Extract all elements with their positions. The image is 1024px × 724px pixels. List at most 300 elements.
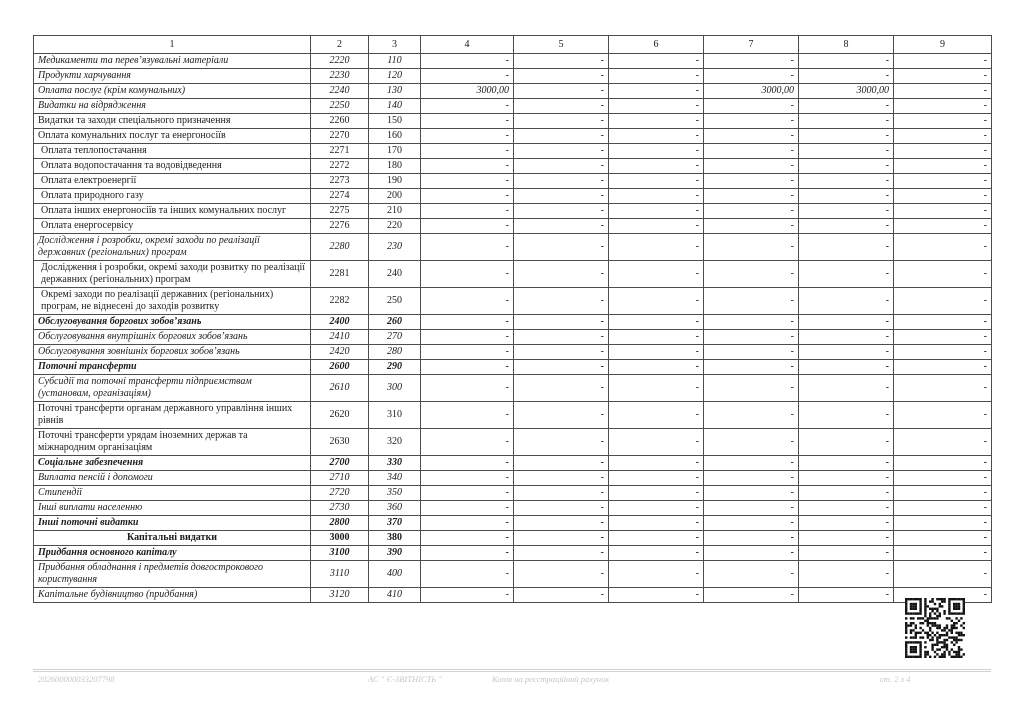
expense-category-cell: Оплата природного газу — [34, 189, 311, 204]
line-code-cell: 250 — [369, 288, 421, 315]
line-code-cell: 410 — [369, 588, 421, 603]
amount-cell: - — [421, 189, 514, 204]
amount-cell: - — [799, 531, 894, 546]
expense-category-cell: Виплата пенсій і допомоги — [34, 471, 311, 486]
line-code-cell: 230 — [369, 234, 421, 261]
amount-cell: - — [514, 561, 609, 588]
amount-cell: - — [799, 219, 894, 234]
kekv-code-cell: 2275 — [311, 204, 369, 219]
amount-cell: - — [514, 516, 609, 531]
amount-cell: - — [609, 330, 704, 345]
amount-cell: - — [799, 189, 894, 204]
amount-cell: - — [799, 588, 894, 603]
amount-cell: - — [704, 345, 799, 360]
amount-cell: - — [799, 456, 894, 471]
amount-cell: - — [514, 204, 609, 219]
kekv-code-cell: 2272 — [311, 159, 369, 174]
amount-cell: - — [894, 588, 992, 603]
amount-cell: - — [421, 546, 514, 561]
expense-category-cell: Капітальні видатки — [34, 531, 311, 546]
amount-cell: - — [704, 456, 799, 471]
table-row — [34, 219, 992, 234]
qr-code — [905, 598, 965, 658]
kekv-code-cell: 2610 — [311, 375, 369, 402]
expense-category-cell: Інші виплати населенню — [34, 501, 311, 516]
amount-cell: - — [609, 561, 704, 588]
amount-cell: - — [609, 288, 704, 315]
amount-cell: - — [704, 204, 799, 219]
footer-system-label: АС " Є-ЗВІТНІСТЬ " — [368, 674, 443, 684]
amount-cell: - — [894, 402, 992, 429]
expense-category-cell: Медикаменти та перев’язувальні матеріали — [34, 54, 311, 69]
expense-category-cell: Видатки та заходи спеціального призначення — [34, 114, 311, 129]
amount-cell: - — [704, 129, 799, 144]
amount-cell: - — [704, 588, 799, 603]
amount-cell: - — [609, 486, 704, 501]
expense-category-cell: Дослідження і розробки, окремі заходи розвитку по реалізації державних (регіональних) програм — [34, 261, 311, 288]
line-code-cell: 200 — [369, 189, 421, 204]
amount-cell: - — [514, 456, 609, 471]
amount-cell: - — [609, 219, 704, 234]
line-code-cell: 140 — [369, 99, 421, 114]
table-row — [34, 429, 992, 456]
line-code-cell: 350 — [369, 486, 421, 501]
column-header: 5 — [514, 36, 609, 54]
expense-category-cell: Оплата послуг (крім комунальних) — [34, 84, 311, 99]
amount-cell: - — [799, 144, 894, 159]
amount-cell: - — [514, 174, 609, 189]
kekv-code-cell: 2271 — [311, 144, 369, 159]
amount-cell: - — [704, 144, 799, 159]
amount-cell: - — [894, 54, 992, 69]
table-row — [34, 501, 992, 516]
expense-category-cell: Окремі заходи по реалізації державних (регіональних) програм, не віднесені до заходів розвитку — [34, 288, 311, 315]
amount-cell: - — [704, 471, 799, 486]
table-row — [34, 402, 992, 429]
amount-cell: - — [894, 99, 992, 114]
amount-cell: - — [704, 516, 799, 531]
amount-cell: - — [799, 204, 894, 219]
column-header: 3 — [369, 36, 421, 54]
expense-category-cell: Дослідження і розробки, окремі заходи по реалізації державних (регіональних) програм — [34, 234, 311, 261]
amount-cell: - — [514, 315, 609, 330]
amount-cell: - — [799, 546, 894, 561]
amount-cell: - — [421, 345, 514, 360]
kekv-code-cell: 2274 — [311, 189, 369, 204]
amount-cell: - — [704, 561, 799, 588]
amount-cell: - — [799, 345, 894, 360]
footer-page-number: ст. 2 з 4 — [880, 674, 911, 684]
amount-cell: - — [894, 429, 992, 456]
line-code-cell: 300 — [369, 375, 421, 402]
amount-cell: - — [609, 129, 704, 144]
kekv-code-cell: 3000 — [311, 531, 369, 546]
kekv-code-cell: 2420 — [311, 345, 369, 360]
amount-cell: - — [704, 501, 799, 516]
footer-divider — [33, 669, 991, 672]
line-code-cell: 220 — [369, 219, 421, 234]
amount-cell: - — [421, 159, 514, 174]
table-row — [34, 588, 992, 603]
amount-cell: - — [609, 234, 704, 261]
expense-category-cell: Оплата енергосервісу — [34, 219, 311, 234]
amount-cell: - — [421, 471, 514, 486]
expense-category-cell: Поточні трансферти органам державного управління інших рівнів — [34, 402, 311, 429]
expense-category-cell: Оплата водопостачання та водовідведення — [34, 159, 311, 174]
amount-cell: - — [894, 159, 992, 174]
amount-cell: - — [894, 561, 992, 588]
table-row — [34, 486, 992, 501]
amount-cell: 3000,00 — [799, 84, 894, 99]
kekv-code-cell: 3120 — [311, 588, 369, 603]
kekv-code-cell: 2800 — [311, 516, 369, 531]
amount-cell: - — [609, 174, 704, 189]
amount-cell: - — [421, 219, 514, 234]
amount-cell: - — [894, 234, 992, 261]
amount-cell: - — [609, 144, 704, 159]
amount-cell: - — [894, 456, 992, 471]
line-code-cell: 170 — [369, 144, 421, 159]
amount-cell: - — [894, 189, 992, 204]
line-code-cell: 240 — [369, 261, 421, 288]
amount-cell: - — [894, 174, 992, 189]
kekv-code-cell: 2240 — [311, 84, 369, 99]
amount-cell: - — [421, 429, 514, 456]
kekv-code-cell: 2220 — [311, 54, 369, 69]
amount-cell: - — [609, 54, 704, 69]
amount-cell: - — [514, 330, 609, 345]
amount-cell: - — [799, 402, 894, 429]
amount-cell: - — [609, 471, 704, 486]
amount-cell: - — [799, 69, 894, 84]
table-row — [34, 546, 992, 561]
expense-category-cell: Поточні трансферти урядам іноземних держав та міжнародним організаціям — [34, 429, 311, 456]
amount-cell: - — [894, 144, 992, 159]
amount-cell: - — [514, 189, 609, 204]
amount-cell: - — [799, 471, 894, 486]
expense-category-cell: Придбання обладнання і предметів довгострокового користування — [34, 561, 311, 588]
table-row — [34, 144, 992, 159]
amount-cell: - — [421, 531, 514, 546]
expense-category-cell: Придбання основного капіталу — [34, 546, 311, 561]
amount-cell: - — [799, 561, 894, 588]
kekv-code-cell: 2700 — [311, 456, 369, 471]
table-header-row — [34, 36, 992, 54]
amount-cell: - — [894, 315, 992, 330]
line-code-cell: 270 — [369, 330, 421, 345]
amount-cell: - — [799, 288, 894, 315]
table-row — [34, 129, 992, 144]
table-row — [34, 204, 992, 219]
amount-cell: - — [421, 375, 514, 402]
expense-category-cell: Видатки на відрядження — [34, 99, 311, 114]
column-header: 7 — [704, 36, 799, 54]
amount-cell: - — [894, 288, 992, 315]
kekv-code-cell: 2250 — [311, 99, 369, 114]
table-row — [34, 174, 992, 189]
amount-cell: - — [894, 84, 992, 99]
kekv-code-cell: 2730 — [311, 501, 369, 516]
amount-cell: - — [421, 360, 514, 375]
table-row — [34, 516, 992, 531]
amount-cell: - — [421, 330, 514, 345]
amount-cell: - — [421, 129, 514, 144]
amount-cell: - — [609, 114, 704, 129]
table-row — [34, 234, 992, 261]
amount-cell: - — [704, 531, 799, 546]
amount-cell: 3000,00 — [704, 84, 799, 99]
table-row — [34, 315, 992, 330]
amount-cell: - — [514, 219, 609, 234]
kekv-code-cell: 2270 — [311, 129, 369, 144]
amount-cell: - — [704, 54, 799, 69]
amount-cell: - — [704, 189, 799, 204]
kekv-code-cell: 2276 — [311, 219, 369, 234]
amount-cell: - — [609, 159, 704, 174]
amount-cell: - — [704, 330, 799, 345]
amount-cell: - — [609, 546, 704, 561]
amount-cell: - — [609, 99, 704, 114]
table-row — [34, 330, 992, 345]
column-header: 8 — [799, 36, 894, 54]
amount-cell: - — [514, 471, 609, 486]
amount-cell: - — [421, 486, 514, 501]
amount-cell: - — [704, 219, 799, 234]
amount-cell: - — [514, 546, 609, 561]
amount-cell: - — [514, 429, 609, 456]
amount-cell: - — [514, 345, 609, 360]
kekv-code-cell: 2620 — [311, 402, 369, 429]
amount-cell: - — [609, 261, 704, 288]
amount-cell: - — [514, 531, 609, 546]
amount-cell: - — [514, 84, 609, 99]
amount-cell: - — [609, 375, 704, 402]
line-code-cell: 380 — [369, 531, 421, 546]
line-code-cell: 390 — [369, 546, 421, 561]
table-row — [34, 375, 992, 402]
kekv-code-cell: 2273 — [311, 174, 369, 189]
footer-document-id: 202600000033207798 — [38, 674, 115, 684]
table-row — [34, 531, 992, 546]
amount-cell: - — [514, 99, 609, 114]
amount-cell: - — [894, 546, 992, 561]
column-header: 9 — [894, 36, 992, 54]
amount-cell: - — [609, 429, 704, 456]
amount-cell: - — [609, 69, 704, 84]
line-code-cell: 330 — [369, 456, 421, 471]
expense-category-cell: Оплата комунальних послуг та енергоносіїв — [34, 129, 311, 144]
amount-cell: - — [514, 288, 609, 315]
amount-cell: - — [514, 486, 609, 501]
amount-cell: - — [799, 486, 894, 501]
amount-cell: - — [421, 144, 514, 159]
column-header: 6 — [609, 36, 704, 54]
kekv-code-cell: 2410 — [311, 330, 369, 345]
amount-cell: - — [704, 99, 799, 114]
amount-cell: - — [514, 144, 609, 159]
amount-cell: - — [894, 204, 992, 219]
table-row — [34, 561, 992, 588]
amount-cell: - — [421, 234, 514, 261]
amount-cell: - — [704, 402, 799, 429]
kekv-code-cell: 3100 — [311, 546, 369, 561]
table-row — [34, 159, 992, 174]
amount-cell: - — [704, 486, 799, 501]
line-code-cell: 310 — [369, 402, 421, 429]
amount-cell: - — [609, 588, 704, 603]
line-code-cell: 290 — [369, 360, 421, 375]
line-code-cell: 280 — [369, 345, 421, 360]
amount-cell: - — [421, 588, 514, 603]
kekv-code-cell: 2600 — [311, 360, 369, 375]
table-row — [34, 69, 992, 84]
table-row — [34, 99, 992, 114]
expense-category-cell: Капітальне будівництво (придбання) — [34, 588, 311, 603]
kekv-code-cell: 2230 — [311, 69, 369, 84]
amount-cell: - — [799, 429, 894, 456]
expense-category-cell: Субсидії та поточні трансферти підприємствам (установам, організаціям) — [34, 375, 311, 402]
expense-category-cell: Оплата теплопостачання — [34, 144, 311, 159]
column-header: 2 — [311, 36, 369, 54]
amount-cell: - — [421, 288, 514, 315]
line-code-cell: 210 — [369, 204, 421, 219]
amount-cell: - — [421, 174, 514, 189]
amount-cell: - — [704, 234, 799, 261]
table-row — [34, 288, 992, 315]
kekv-code-cell: 2260 — [311, 114, 369, 129]
amount-cell: - — [799, 99, 894, 114]
kekv-code-cell: 2720 — [311, 486, 369, 501]
amount-cell: - — [799, 234, 894, 261]
expense-category-cell: Соціальне забезпечення — [34, 456, 311, 471]
table-row — [34, 189, 992, 204]
amount-cell: - — [704, 159, 799, 174]
amount-cell: - — [894, 114, 992, 129]
table-row — [34, 345, 992, 360]
amount-cell: - — [894, 375, 992, 402]
amount-cell: - — [514, 261, 609, 288]
expense-category-cell: Оплата електроенергії — [34, 174, 311, 189]
amount-cell: - — [704, 546, 799, 561]
table-row — [34, 471, 992, 486]
amount-cell: - — [894, 69, 992, 84]
amount-cell: - — [799, 315, 894, 330]
amount-cell: - — [894, 360, 992, 375]
amount-cell: - — [894, 516, 992, 531]
footer-copy-note: Копія на реєстраційний рахунок — [492, 674, 610, 684]
amount-cell: - — [609, 516, 704, 531]
expense-category-cell: Поточні трансферти — [34, 360, 311, 375]
amount-cell: - — [894, 261, 992, 288]
line-code-cell: 110 — [369, 54, 421, 69]
expense-category-cell: Обслуговування боргових зобов’язань — [34, 315, 311, 330]
amount-cell: - — [799, 330, 894, 345]
amount-cell: - — [704, 69, 799, 84]
amount-cell: - — [421, 456, 514, 471]
budget-expense-table — [33, 35, 992, 603]
amount-cell: - — [421, 204, 514, 219]
amount-cell: - — [894, 471, 992, 486]
amount-cell: - — [799, 129, 894, 144]
line-code-cell: 120 — [369, 69, 421, 84]
amount-cell: - — [894, 330, 992, 345]
amount-cell: - — [799, 375, 894, 402]
amount-cell: - — [514, 159, 609, 174]
table-row — [34, 360, 992, 375]
amount-cell: - — [799, 501, 894, 516]
line-code-cell: 160 — [369, 129, 421, 144]
column-header: 4 — [421, 36, 514, 54]
line-code-cell: 130 — [369, 84, 421, 99]
amount-cell: - — [894, 501, 992, 516]
amount-cell: - — [609, 501, 704, 516]
amount-cell: - — [421, 114, 514, 129]
amount-cell: - — [514, 402, 609, 429]
amount-cell: - — [894, 486, 992, 501]
amount-cell: - — [609, 402, 704, 429]
amount-cell: - — [704, 375, 799, 402]
amount-cell: - — [799, 159, 894, 174]
table-row — [34, 54, 992, 69]
table-row — [34, 456, 992, 471]
kekv-code-cell: 3110 — [311, 561, 369, 588]
kekv-code-cell: 2710 — [311, 471, 369, 486]
amount-cell: - — [421, 99, 514, 114]
amount-cell: - — [421, 402, 514, 429]
line-code-cell: 340 — [369, 471, 421, 486]
line-code-cell: 320 — [369, 429, 421, 456]
amount-cell: - — [799, 174, 894, 189]
amount-cell: - — [609, 204, 704, 219]
amount-cell: - — [421, 315, 514, 330]
amount-cell: - — [609, 84, 704, 99]
amount-cell: - — [609, 531, 704, 546]
amount-cell: - — [704, 315, 799, 330]
amount-cell: - — [704, 114, 799, 129]
kekv-code-cell: 2400 — [311, 315, 369, 330]
amount-cell: - — [421, 54, 514, 69]
amount-cell: - — [514, 375, 609, 402]
table-row — [34, 114, 992, 129]
amount-cell: - — [421, 561, 514, 588]
amount-cell: - — [704, 288, 799, 315]
line-code-cell: 190 — [369, 174, 421, 189]
amount-cell: - — [609, 315, 704, 330]
amount-cell: - — [894, 345, 992, 360]
amount-cell: - — [421, 501, 514, 516]
amount-cell: - — [704, 429, 799, 456]
amount-cell: - — [894, 219, 992, 234]
kekv-code-cell: 2630 — [311, 429, 369, 456]
amount-cell: - — [704, 261, 799, 288]
line-code-cell: 150 — [369, 114, 421, 129]
amount-cell: - — [799, 54, 894, 69]
amount-cell: - — [894, 129, 992, 144]
line-code-cell: 370 — [369, 516, 421, 531]
expense-category-cell: Оплата інших енергоносіїв та інших комунальних послуг — [34, 204, 311, 219]
amount-cell: - — [514, 588, 609, 603]
amount-cell: - — [704, 360, 799, 375]
kekv-code-cell: 2281 — [311, 261, 369, 288]
table-row — [34, 261, 992, 288]
amount-cell: - — [799, 360, 894, 375]
expense-category-cell: Інші поточні видатки — [34, 516, 311, 531]
amount-cell: - — [514, 234, 609, 261]
amount-cell: - — [894, 531, 992, 546]
amount-cell: - — [609, 189, 704, 204]
kekv-code-cell: 2280 — [311, 234, 369, 261]
amount-cell: - — [609, 456, 704, 471]
